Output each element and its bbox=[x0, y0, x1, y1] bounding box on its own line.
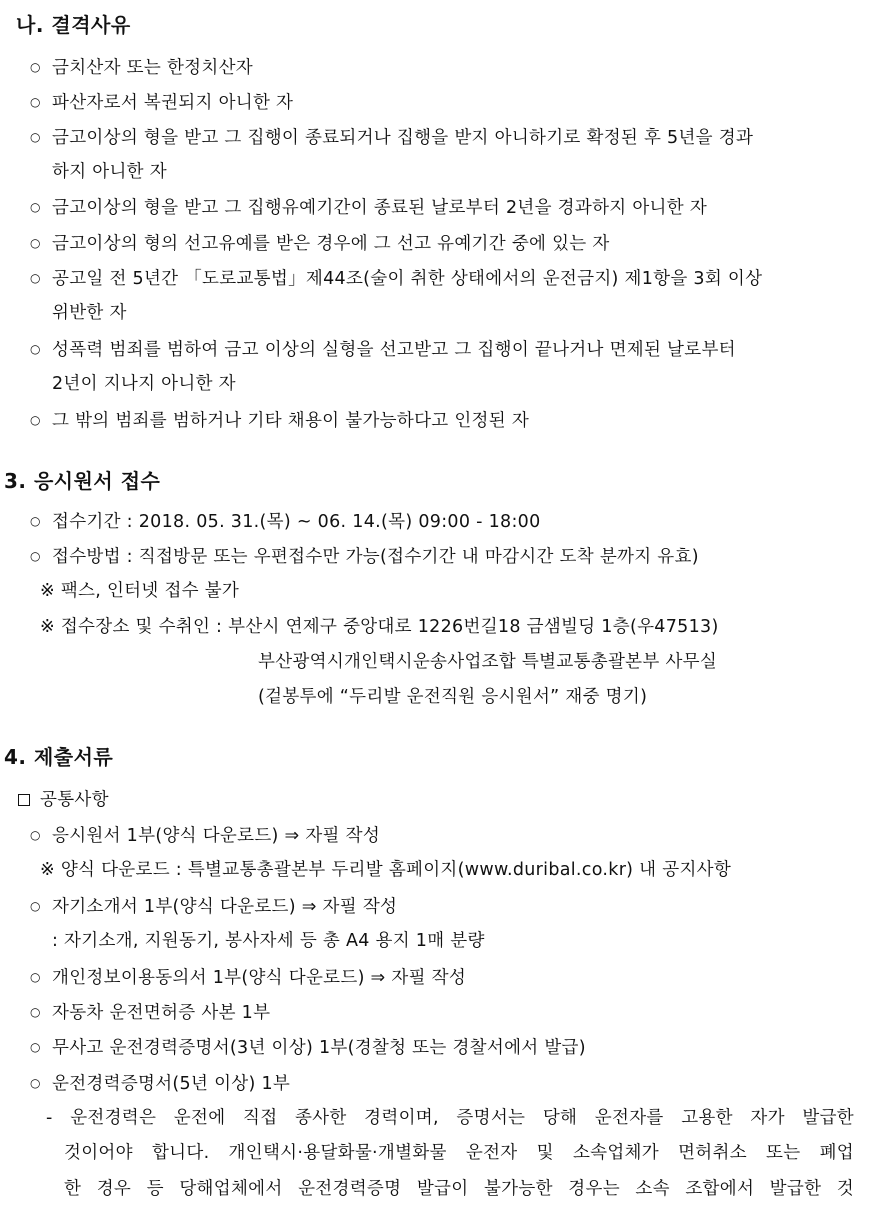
list-item: ○ 응시원서 1부(양식 다운로드) ⇒ 자필 작성 bbox=[30, 826, 381, 846]
circle-bullet-icon: ○ bbox=[30, 342, 41, 356]
list-item: ○ 자동차 운전면허증 사본 1부 bbox=[30, 1003, 271, 1023]
circle-bullet-icon: ○ bbox=[30, 236, 41, 250]
note-continuation: (겉봉투에 “두리발 운전직원 응시원서” 재중 명기) bbox=[258, 687, 648, 707]
list-item-continuation: 하지 아니한 자 bbox=[52, 162, 167, 182]
section-title-application: 3. 응시원서 접수 bbox=[4, 469, 161, 493]
circle-bullet-icon: ○ bbox=[30, 828, 41, 842]
note: ※ 양식 다운로드 : 특별교통총괄본부 두리발 홈페이지(www.duribal.co.kr) 내 공지사항 bbox=[40, 860, 732, 880]
subsection-title: 공통사항 bbox=[18, 789, 109, 811]
list-item: ○ 공고일 전 5년간 「도로교통법」제44조(술이 취한 상태에서의 운전금지) 제1항을 3회 이상 bbox=[30, 269, 763, 289]
list-item: ○ 금고이상의 형을 받고 그 집행이 종료되거나 집행을 받지 아니하기로 확정된 후 5년을 경과 bbox=[30, 128, 754, 148]
section-title-disqualification: 나. 결격사유 bbox=[16, 13, 131, 37]
list-item-continuation: 위반한 자 bbox=[52, 303, 127, 323]
circle-bullet-icon: ○ bbox=[30, 514, 41, 528]
paragraph-line: 것이어야 합니다. 개인택시·용달화물·개별화물 운전자 및 소속업체가 면허취소 또는 폐업 bbox=[64, 1143, 854, 1163]
circle-bullet-icon: ○ bbox=[30, 549, 41, 563]
list-item: ○ 금고이상의 형의 선고유예를 받은 경우에 그 선고 유예기간 중에 있는 자 bbox=[30, 234, 610, 254]
circle-bullet-icon: ○ bbox=[30, 413, 41, 427]
list-item: ○ 개인정보이용동의서 1부(양식 다운로드) ⇒ 자필 작성 bbox=[30, 968, 467, 988]
list-item: ○ 성폭력 범죄를 범하여 금고 이상의 실형을 선고받고 그 집행이 끝나거나 면제된 날로부터 bbox=[30, 340, 736, 360]
circle-bullet-icon: ○ bbox=[30, 1076, 41, 1090]
list-item: ○ 자기소개서 1부(양식 다운로드) ⇒ 자필 작성 bbox=[30, 897, 398, 917]
list-item: ○ 그 밖의 범죄를 범하거나 기타 채용이 불가능하다고 인정된 자 bbox=[30, 411, 530, 431]
note-continuation: 부산광역시개인택시운송사업조합 특별교통총괄본부 사무실 bbox=[258, 652, 718, 672]
list-item-continuation: 2년이 지나지 아니한 자 bbox=[52, 374, 236, 394]
note: : 자기소개, 지원동기, 봉사자세 등 총 A4 용지 1매 분량 bbox=[52, 931, 485, 951]
circle-bullet-icon: ○ bbox=[30, 1005, 41, 1019]
list-item: ○ 무사고 운전경력증명서(3년 이상) 1부(경찰청 또는 경찰서에서 발급) bbox=[30, 1038, 586, 1058]
list-item: ○ 금치산자 또는 한정치산자 bbox=[30, 58, 253, 78]
list-item: ○ 운전경력증명서(5년 이상) 1부 bbox=[30, 1074, 291, 1094]
list-item: ○ 접수방법 : 직접방문 또는 우편접수만 가능(접수기간 내 마감시간 도착 분까지 유효) bbox=[30, 547, 699, 567]
paragraph-line: 한 경우 등 당해업체에서 운전경력증명 발급이 불가능한 경우는 소속 조합에서 발급한 것 bbox=[64, 1179, 854, 1199]
circle-bullet-icon: ○ bbox=[30, 200, 41, 214]
circle-bullet-icon: ○ bbox=[30, 970, 41, 984]
square-bullet-icon bbox=[18, 794, 30, 806]
circle-bullet-icon: ○ bbox=[30, 60, 41, 74]
circle-bullet-icon: ○ bbox=[30, 95, 41, 109]
section-title-documents: 4. 제출서류 bbox=[4, 745, 114, 769]
list-item: ○ 금고이상의 형을 받고 그 집행유예기간이 종료된 날로부터 2년을 경과하지 아니한 자 bbox=[30, 198, 708, 218]
circle-bullet-icon: ○ bbox=[30, 1040, 41, 1054]
paragraph-line: - 운전경력은 운전에 직접 종사한 경력이며, 증명서는 당해 운전자를 고용한 자가 발급한 bbox=[46, 1108, 854, 1128]
list-item: ○ 파산자로서 복권되지 아니한 자 bbox=[30, 93, 294, 113]
note: ※ 팩스, 인터넷 접수 불가 bbox=[40, 581, 240, 601]
note: ※ 접수장소 및 수취인 : 부산시 연제구 중앙대로 1226번길18 금샘빌딩 1층(우47513) bbox=[40, 617, 719, 637]
circle-bullet-icon: ○ bbox=[30, 271, 41, 285]
circle-bullet-icon: ○ bbox=[30, 899, 41, 913]
list-item: ○ 접수기간 : 2018. 05. 31.(목) ~ 06. 14.(목) 09:00 - 18:00 bbox=[30, 512, 541, 532]
circle-bullet-icon: ○ bbox=[30, 130, 41, 144]
